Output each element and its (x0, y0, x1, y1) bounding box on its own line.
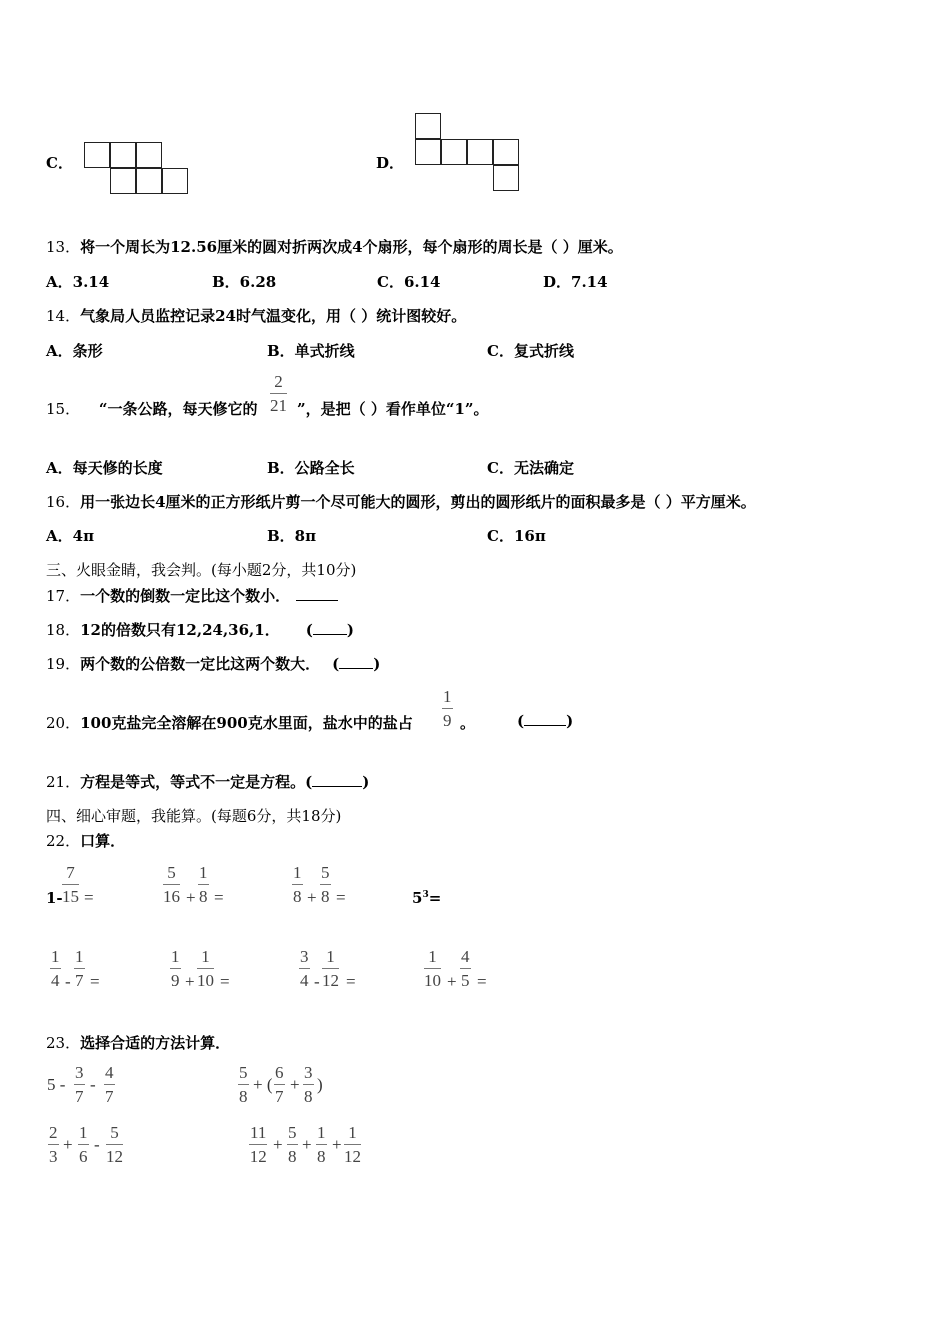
operator: + (185, 972, 195, 991)
fraction: $\frac{5}{8}$ (321, 863, 330, 906)
fraction: $\frac{1}{4}$ (51, 947, 60, 990)
q13-option-b[interactable]: B．6.28 (212, 273, 277, 291)
operator: + (332, 1135, 342, 1154)
fraction: $\frac{1}{7}$ (75, 947, 84, 990)
operator: + ( (253, 1075, 273, 1094)
question-22 (46, 830, 125, 851)
operator: + (447, 972, 457, 991)
q13-option-a[interactable]: A．3.14 (46, 273, 110, 291)
power-expression: $5^3=$ (412, 889, 442, 907)
fraction: $\frac{3}{8}$ (304, 1063, 313, 1106)
q15-option-c[interactable]: C．无法确定 (487, 459, 574, 477)
question-number: 15． (46, 400, 81, 418)
fraction: $\frac{1}{12}$ (322, 947, 339, 990)
fraction: $\frac{3}{4}$ (300, 947, 309, 990)
question-text: 选择合适的方法计算． (80, 1034, 231, 1052)
question-15 (46, 398, 258, 419)
fraction: $\frac{1}{8}$ (199, 863, 208, 906)
question-text: 两个数的公倍数一定比这两个数大． (80, 655, 321, 673)
question-text-after: ”，是把（ ）看作单位“1”。 (297, 400, 489, 418)
operator: + (290, 1075, 300, 1094)
question-17 (46, 585, 338, 606)
operator: + (186, 888, 196, 907)
operator: - (65, 972, 71, 991)
section-heading-4: 四、细心审题，我能算。(每题6分，共18分) (46, 807, 342, 825)
question-number: 18． (46, 621, 81, 639)
q13-option-c[interactable]: C．6.14 (377, 273, 441, 291)
option-c-label: C． (46, 154, 73, 172)
fraction: $\frac{5}{12}$ (106, 1123, 123, 1166)
operator: + (302, 1135, 312, 1154)
q14-option-b[interactable]: B．单式折线 (267, 342, 355, 360)
equals-sign: = (220, 972, 230, 991)
q14-option-c[interactable]: C．复式折线 (487, 342, 574, 360)
fraction: $\frac{5}{16}$ (163, 863, 180, 906)
question-23 (46, 1032, 230, 1053)
fraction: $\frac{1}{10}$ (424, 947, 441, 990)
close-paren: ) (317, 1075, 323, 1094)
question-number: 13． (46, 238, 81, 256)
question-text-after: 。 (460, 714, 476, 732)
question-text: 将一个周长为12.56厘米的圆对折两次成4个扇形，每个扇形的周长是（ ）厘米。 (80, 238, 623, 256)
option-d-label: D． (376, 154, 405, 172)
fraction: $\frac{1}{12}$ (344, 1123, 361, 1166)
expression-prefix: 1- (46, 889, 63, 907)
answer-blank[interactable] (312, 786, 362, 787)
fraction: $\frac{5}{8}$ (288, 1123, 297, 1166)
question-text: 用一张边长4厘米的正方形纸片剪一个尽可能大的圆形，剪出的圆形纸片的面积最多是（ ）平方厘米。 (80, 493, 756, 511)
equals-sign: = (90, 972, 100, 991)
fraction: $\frac{1}{9}$ (443, 687, 452, 730)
answer-blank[interactable] (313, 634, 347, 635)
question-number: 17． (46, 587, 81, 605)
equals-sign: = (214, 888, 224, 907)
operator: + (63, 1135, 73, 1154)
question-number: 14． (46, 307, 81, 325)
q16-option-a[interactable]: A．4π (46, 527, 95, 545)
fraction: $\frac{1}{10}$ (197, 947, 214, 990)
operator: + (307, 888, 317, 907)
question-20 (46, 712, 413, 733)
operator: - (90, 1075, 96, 1094)
question-text: 一个数的倒数一定比这个数小． (80, 587, 291, 605)
answer-blank[interactable] (339, 668, 373, 669)
question-text: 100克盐完全溶解在900克水里面，盐水中的盐占 (80, 714, 413, 732)
expression-prefix: 5 - (47, 1075, 66, 1094)
question-21: 21．方程是等式，等式不一定是方程。( ) (46, 773, 370, 791)
fraction: $\frac{2}{3}$ (49, 1123, 58, 1166)
question-number: 23． (46, 1034, 81, 1052)
question-number: 16． (46, 493, 81, 511)
answer-paren: ( ) (517, 712, 574, 730)
question-text: 方程是等式，等式不一定是方程。 (80, 773, 306, 791)
question-number: 21． (46, 773, 81, 791)
fraction: $\frac{11}{12}$ (249, 1123, 267, 1166)
question-number: 19． (46, 655, 81, 673)
fraction: $\frac{7}{15}$ (62, 863, 79, 906)
equals-sign: = (477, 972, 487, 991)
question-18: 18．12的倍数只有12,24,36,1． ( ) (46, 621, 354, 639)
q16-option-c[interactable]: C．16π (487, 527, 546, 545)
q15-option-b[interactable]: B．公路全长 (267, 459, 355, 477)
question-14 (46, 305, 466, 326)
question-13 (46, 236, 623, 257)
equals-sign: = (336, 888, 346, 907)
q13-option-d[interactable]: D．7.14 (543, 273, 608, 291)
question-number: 20． (46, 714, 81, 732)
question-text: 气象局人员监控记录24时气温变化，用（ ）统计图较好。 (80, 307, 467, 325)
question-text: “一条公路，每天修它的 (98, 400, 258, 418)
question-text: 12的倍数只有12,24,36,1． (80, 621, 280, 639)
answer-blank[interactable] (524, 725, 566, 726)
fraction: $\frac{1}{8}$ (293, 863, 302, 906)
fraction: $\frac{4}{5}$ (461, 947, 470, 990)
fraction: $\frac{2}{21}$ (270, 372, 287, 415)
question-number: 22． (46, 832, 81, 850)
equals-sign: = (84, 888, 94, 907)
fraction: $\frac{5}{8}$ (239, 1063, 248, 1106)
fraction: $\frac{1}{8}$ (317, 1123, 326, 1166)
fraction: $\frac{6}{7}$ (275, 1063, 284, 1106)
fraction: $\frac{4}{7}$ (105, 1063, 114, 1106)
operator: + (273, 1135, 283, 1154)
question-16 (46, 491, 756, 512)
equals-sign: = (346, 972, 356, 991)
section-heading-3: 三、火眼金睛，我会判。(每小题2分，共10分) (46, 561, 357, 579)
q15-option-a[interactable]: A．每天修的长度 (46, 459, 163, 477)
operator: - (94, 1135, 100, 1154)
q14-option-a[interactable]: A．条形 (46, 342, 103, 360)
question-text: 口算． (80, 832, 126, 850)
operator: - (314, 972, 320, 991)
question-19: 19．两个数的公倍数一定比这两个数大． ( ) (46, 655, 381, 673)
fraction: $\frac{1}{6}$ (79, 1123, 88, 1166)
q16-option-b[interactable]: B．8π (267, 527, 317, 545)
fraction: $\frac{3}{7}$ (75, 1063, 84, 1106)
fraction: $\frac{1}{9}$ (171, 947, 180, 990)
answer-blank[interactable] (296, 600, 338, 601)
